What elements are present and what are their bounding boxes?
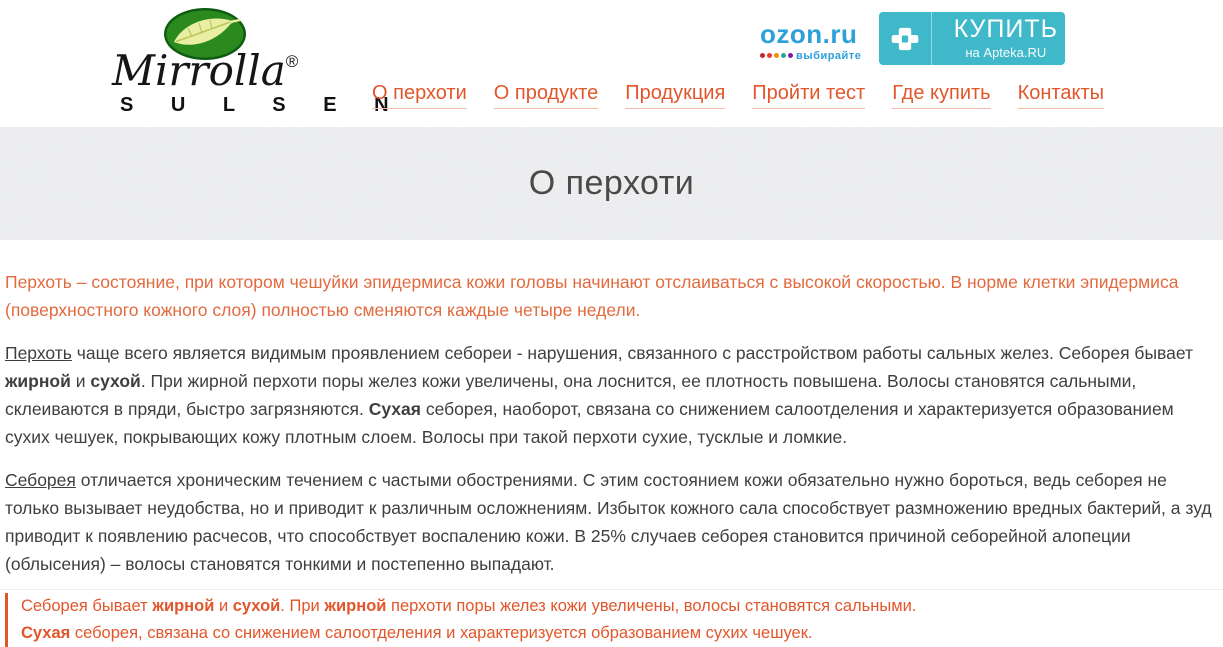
article-content xyxy=(0,240,1223,647)
nav-item-6[interactable]: Контакты xyxy=(1018,82,1104,109)
registered-mark: ® xyxy=(285,52,299,71)
text-run: и xyxy=(70,371,91,391)
ozon-dot-icon xyxy=(774,53,779,58)
nav-item-1[interactable]: О перхоти xyxy=(372,82,467,109)
ozon-dot-icon xyxy=(781,53,786,58)
brand-name: Mirrolla® xyxy=(112,46,299,95)
seborrhea-callout xyxy=(5,593,963,647)
ozon-dot-icon xyxy=(760,53,765,58)
text-run: Перхоть – состояние, при котором чешуйки эпидермиса кожи головы начинают отслаиваться с высокой скоростью. В норме клетки эпидермиса (поверхностного кожного слоя) полностью сменяются каждые четыре недели. xyxy=(5,272,1179,320)
medical-cross-icon xyxy=(879,12,931,65)
paragraphs-container xyxy=(5,268,1215,578)
text-run: . При xyxy=(280,597,325,615)
paragraph xyxy=(5,268,1215,324)
bold-text: Сухая xyxy=(21,624,71,642)
text-run: и xyxy=(214,597,233,615)
paragraph xyxy=(5,339,1215,451)
text-run: перхоти поры желез кожи увеличены, волосы становятся сальными. xyxy=(386,597,917,615)
inline-text-link[interactable]: Себорея xyxy=(5,470,76,490)
brand-subname: S U L S E N xyxy=(120,94,405,116)
nav-item-5[interactable]: Где купить xyxy=(892,82,990,109)
text-run: . При жирной перхоти поры желез кожи увеличены, она лоснится, ее плотность повышена. Волосы становятся сальными, склеиваются в пряди, быстро загрязняются. xyxy=(5,371,1137,419)
ozon-dot-icon xyxy=(788,53,793,58)
buy-on-apteka-button[interactable] xyxy=(879,12,1065,65)
ozon-logo: ozon.ru xyxy=(760,19,858,50)
text-run: себорея, связана со снижением салоотделения и характеризуется образованием сухих чешуек. xyxy=(70,624,813,642)
text-run: себорея, наоборот, связана со снижением салоотделения и характеризуется образованием сухих чешуек, покрывающих кожу плотным слоем. Волосы при такой перхоти сухие, тусклые и ломкие. xyxy=(5,399,1174,447)
page-banner xyxy=(0,127,1223,240)
bold-text: Сухая xyxy=(368,399,421,419)
paragraph xyxy=(5,466,1215,578)
ozon-dots-icon xyxy=(760,53,793,58)
bold-text: сухой xyxy=(90,371,141,391)
ozon-dot-icon xyxy=(767,53,772,58)
bold-text: сухой xyxy=(232,597,281,615)
bold-text: жирной xyxy=(324,597,387,615)
bold-text: жирной xyxy=(152,597,215,615)
text-run: Себорея бывает xyxy=(21,597,153,615)
bold-text: жирной xyxy=(5,371,71,391)
inline-text-link[interactable]: Перхоть xyxy=(5,343,72,363)
text-run: отличается хроническим течением с частыми обострениями. С этим состоянием кожи обязательно нужно бороться, ведь себорея не только вызывает неудобства, но и приводит к различным осложнениям. Избыток кожного сала способствует размножению вредных бактерий, а зуд приводит к появлению расчесов, что способствует воспалению кожи. В 25% случаев себорея становится причиной себорейной алопеции (облысения) – волосы становятся тонкими и постепенно выпадают. xyxy=(5,470,1212,574)
nav-item-3[interactable]: Продукция xyxy=(625,82,725,109)
ozon-badge[interactable] xyxy=(760,15,861,61)
buy-label: КУПИТЬ xyxy=(953,15,1058,43)
buy-button-text xyxy=(931,12,1065,65)
site-header xyxy=(0,0,1223,127)
ozon-tagline: выбирайте xyxy=(796,49,862,62)
nav-item-2[interactable]: О продукте xyxy=(494,82,598,109)
main-nav xyxy=(372,82,1104,109)
brand-logo[interactable] xyxy=(112,6,405,117)
buy-sublabel: на Apteka.RU xyxy=(965,45,1047,60)
ozon-sub xyxy=(760,50,861,62)
header-badges xyxy=(760,12,1065,65)
page-title: О перхоти xyxy=(528,164,695,202)
nav-item-4[interactable]: Пройти тест xyxy=(752,82,865,109)
text-run: чаще всего является видимым проявлением себореи - нарушения, связанного с расстройством работы сальных желез. Себорея бывает xyxy=(71,343,1194,363)
